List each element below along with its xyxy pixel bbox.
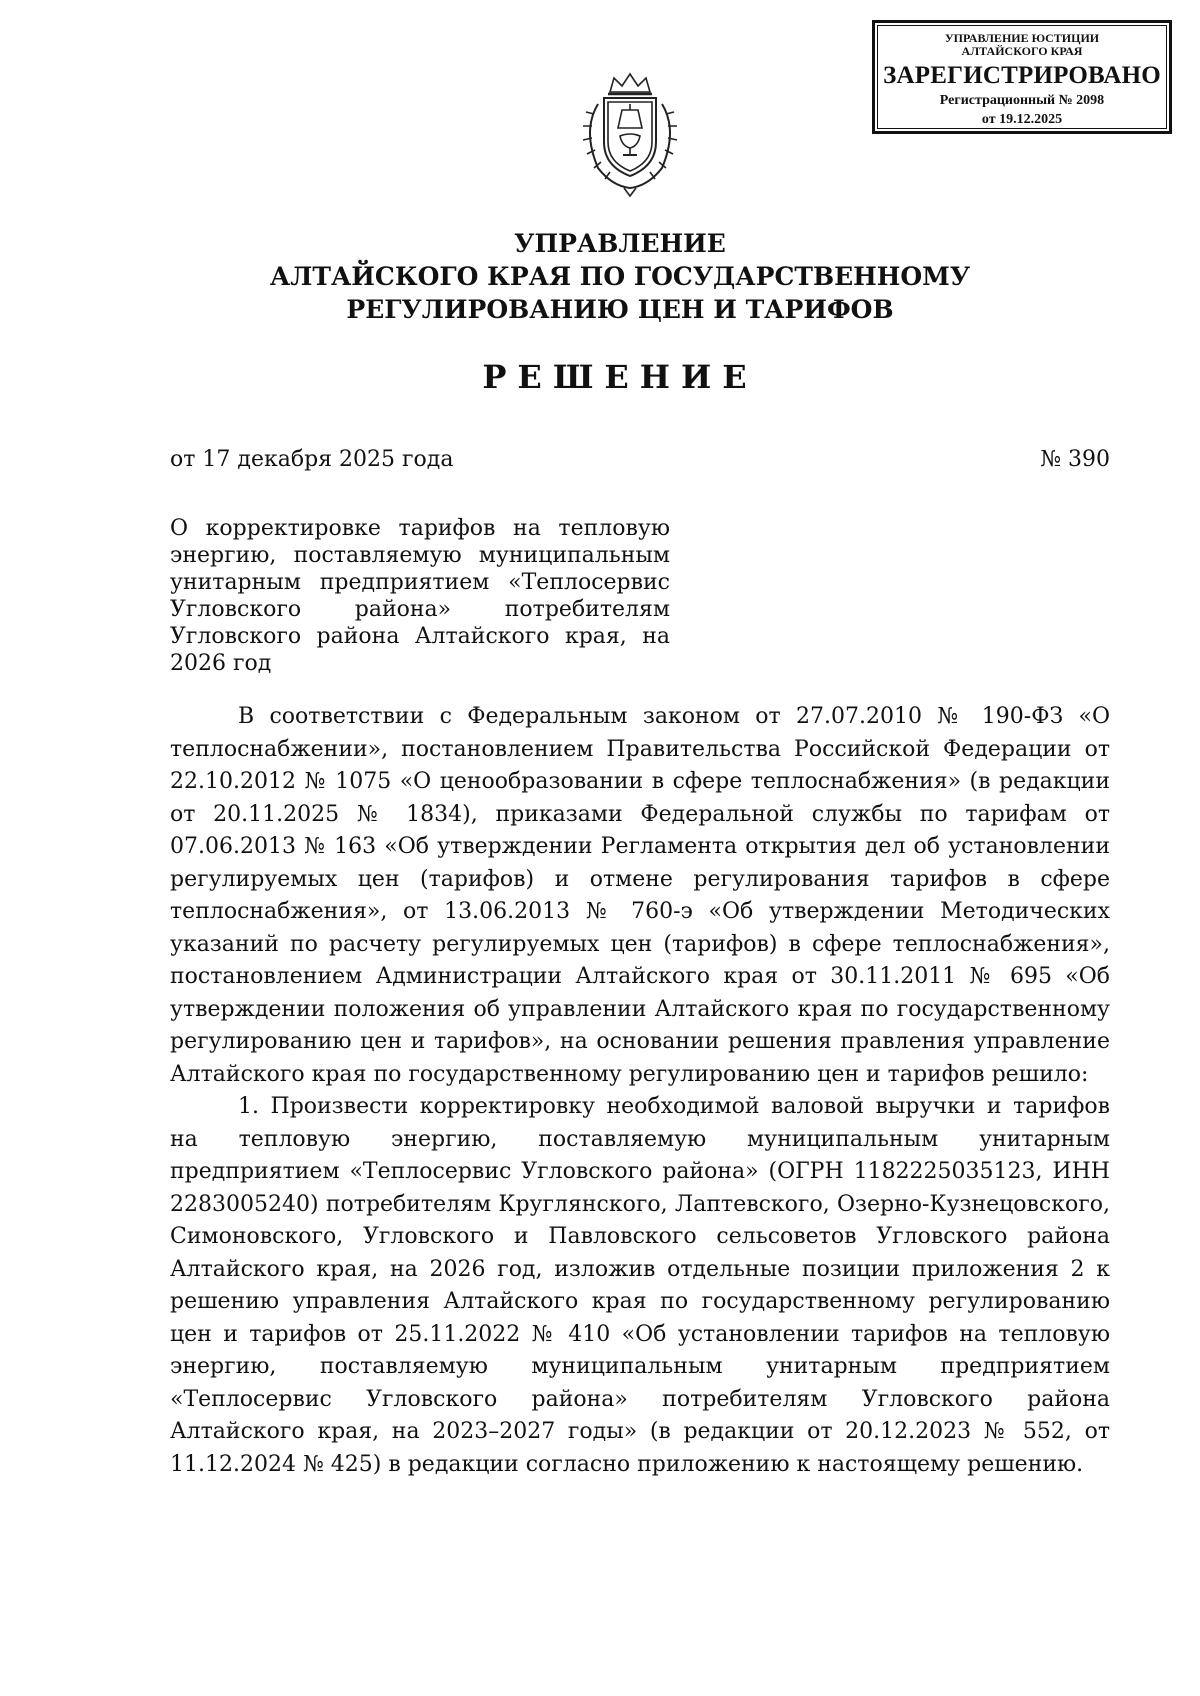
- stamp-org-line1: УПРАВЛЕНИЕ ЮСТИЦИИ: [944, 31, 1100, 45]
- altai-krai-coat-of-arms-icon: [568, 70, 692, 198]
- preamble-paragraph: В соответствии с Федеральным законом от 27.07.2010 № 190-ФЗ «О теплоснабжении», постановлением Правительства Российской Федерации от 22.10.2012 № 1075 «О ценообразовании в сфере теплоснабжения» (в редакции от 20.11.2025 № 1834), приказами Федеральной службы по тарифам от 07.06.2013 № 163 «Об утверждении Регламента открытия дел об установлении регулируемых цен (тарифов) и отмене регулирования тарифов в сфере теплоснабжения», от 13.06.2013 № 760-э «Об утверждении Методических указаний по расчету регулируемых цен (тарифов) в сфере теплоснабжения», постановлением Администрации Алтайского края от 30.11.2011 № 695 «Об утверждении положения об управлении Алтайского края по государственному регулированию цен и тарифов», на основании решения правления управление Алтайского края по государственному регулированию цен и тарифов решило:: [170, 704, 1110, 1087]
- heading-line2: АЛТАЙСКОГО КРАЯ ПО ГОСУДАРСТВЕННОМУ: [269, 262, 971, 291]
- issuing-authority: [0, 227, 1200, 326]
- registration-stamp: [872, 20, 1172, 134]
- stamp-organization: [875, 32, 1169, 58]
- document-subject: О корректировке тарифов на тепловую энергию, поставляемую муниципальным унитарным предприятием «Теплосервис Угловского района» потребителям Угловского района Алтайского края, на 2026 год: [170, 516, 670, 676]
- heading-line1: УПРАВЛЕНИЕ: [514, 229, 726, 258]
- document-body: [170, 701, 1110, 1481]
- stamp-reg-date: от 19.12.2025: [981, 112, 1063, 127]
- heading-line3: РЕГУЛИРОВАНИЮ ЦЕН И ТАРИФОВ: [346, 295, 894, 324]
- document-number: № 390: [1040, 447, 1110, 472]
- stamp-reg-number: Регистрационный № 2098: [939, 93, 1105, 108]
- stamp-org-line2: АЛТАЙСКОГО КРАЯ: [961, 44, 1083, 58]
- stamp-status: ЗАРЕГИСТРИРОВАНО: [883, 62, 1161, 89]
- document-type: РЕШЕНИЕ: [482, 358, 758, 396]
- document-date: от 17 декабря 2025 года: [170, 447, 454, 472]
- clause-paragraph: 1. Произвести корректировку необходимой валовой выручки и тарифов на тепловую энергию, поставляемую муниципальным унитарным предприятием «Теплосервис Угловского района» (ОГРН 1182225035123, ИНН 2283005240) потребителям Круглянского, Лаптевского, Озерно-Кузнецовского, Симоновского, Угловского и Павловского сельсоветов Угловского района Алтайского края, на 2026 год, изложив отдельные позиции приложения 2 к решению управления Алтайского края по государственному регулированию цен и тарифов от 25.11.2022 № 410 «Об установлении тарифов на тепловую энергию, поставляемую муниципальным унитарным предприятием «Теплосервис Угловского района» потребителям Угловского района Алтайского края, на 2023–2027 годы» (в редакции от 20.12.2023 № 552, от 11.12.2024 № 425) в редакции согласно приложению к настоящему решению.: [170, 1094, 1110, 1477]
